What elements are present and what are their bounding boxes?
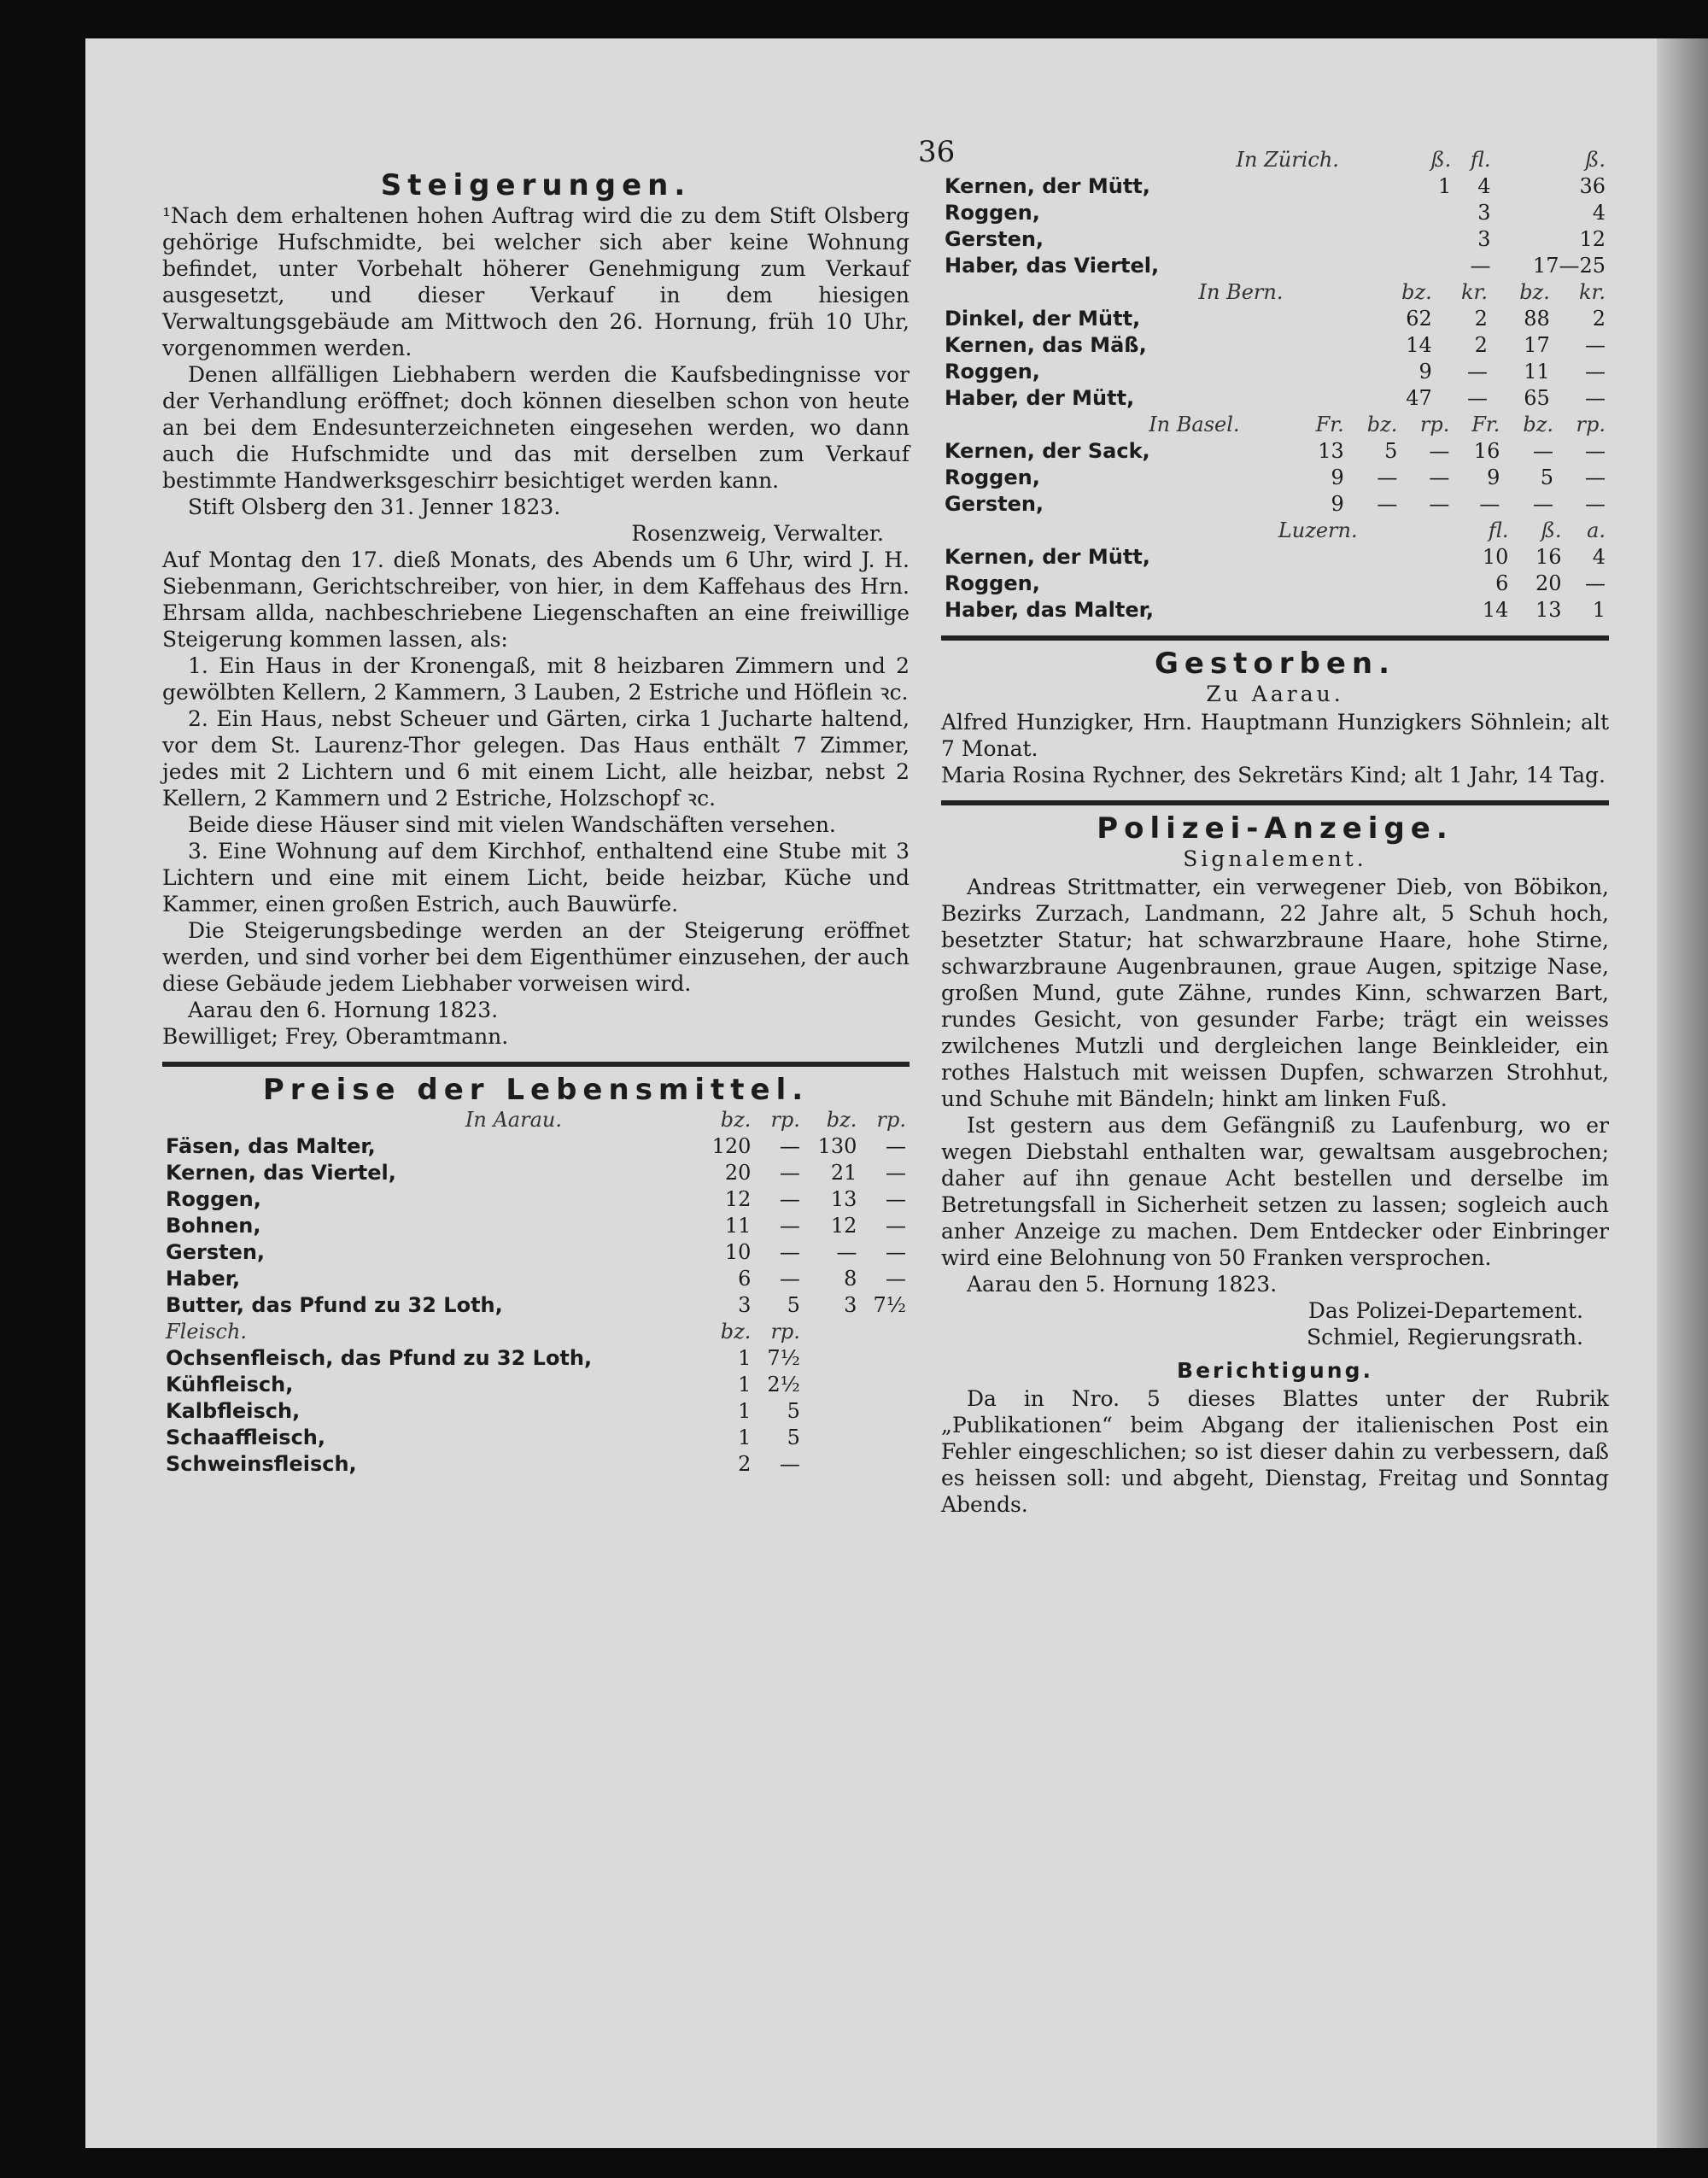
property-item-3: 3. Eine Wohnung auf dem Kirchhof, enthaltend eine Stube mit 3 Lichtern und eine mit einem Licht, beide heizbar, Küche und Kammer, einen großen Estrich, auch Bauwürfe. [162,839,910,916]
cell: — [1585,465,1606,489]
zurich-place-label: In Zürich. [1236,148,1339,172]
cell: — [779,1452,800,1476]
price-row [162,1186,910,1213]
property-item-2: 2. Ein Haus, nebst Scheuer und Gärten, cirka 1 Jucharte haltend, vor dem St. Laurenz-Thor gelegen. Das Haus enthält 7 Zimmer, jedes mit 2 Lichtern und 6 mit einem Licht, alle heizbar, nebst 2 Kellern, 2 Kammern und 2 Estriche, Holzschopf ꝛc. [162,706,910,811]
cell [1415,253,1454,279]
col-head: kr. [1578,280,1606,304]
cell: 2 [1474,333,1488,357]
meat-row [162,1372,910,1398]
row-label: Haber, das Viertel, [945,254,1160,278]
cell: 6 [1495,571,1509,595]
price-row [941,173,1609,200]
price-row [941,465,1609,491]
price-row [941,226,1609,253]
cell: — [886,1267,906,1291]
row-label: Fäsen, das Malter, [166,1134,376,1158]
price-row [941,571,1609,597]
cell: 9 [1418,360,1432,383]
bern-price-table [941,279,1609,412]
cell: 88 [1524,307,1550,331]
cell: 8 [844,1267,857,1291]
death-entry-1: Alfred Hunzigker, Hrn. Hauptmann Hunzigkers Söhnlein; alt 7 Monat. [941,710,1609,761]
cell: — [779,1267,800,1291]
price-row [941,306,1609,332]
col-head: ß. [1541,518,1562,542]
cell: — [779,1134,800,1158]
row-label: Dinkel, der Mütt, [945,307,1141,331]
cell: — [779,1187,800,1211]
cell: 17 [1524,333,1550,357]
col-head: bz. [720,1320,752,1344]
cell: — [1466,386,1488,410]
polizei-signature-name: Schmiel, Regierungsrath. [1307,1325,1583,1350]
price-row [162,1266,910,1292]
col-head: a. [1587,518,1606,542]
cell: 5 [787,1293,800,1317]
cell: 7½ [873,1293,906,1317]
cell: 12 [724,1187,752,1211]
col-head: ß. [1585,148,1606,172]
cell: 2 [738,1452,752,1476]
meat-row [162,1451,910,1478]
cell: 1 [738,1399,752,1423]
cell: 9 [1331,492,1344,516]
price-row [941,597,1609,624]
row-label: Kernen, der Sack, [945,439,1150,463]
escape-notice: Ist gestern aus dem Gefängniß zu Laufenburg, wo er wegen Diebstahl enthalten war, gewaltsam ausgebrochen; daher auf ihn genaue Acht bestellen und derselbe im Betretungsfall in Sicherheit setzen zu lassen; sogleich auch anher Anzeige zu machen. Dem Entdecker oder Einbringer wird eine Belohnung von 50 Franken versprochen. [941,1113,1609,1270]
cell: — [886,1134,906,1158]
gestorben-place: Zu Aarau. [1206,682,1344,706]
cell: 9 [1487,465,1500,489]
polizei-heading: Polizei-Anzeige. [1097,811,1454,846]
cell: 14 [1406,333,1432,357]
cell: 5 [787,1426,800,1449]
gestorben-heading: Gestorben. [1154,647,1396,681]
siebenmann-intro: Auf Montag den 17. dieß Monats, des Abends um 6 Uhr, wird J. H. Siebenmann, Gerichtschreiber, von hier, in dem Kaffehaus des Hrn. Ehrsam allda, nachbeschriebene Liegenschaften an eine freiwillige Steigerung kommen lassen, als: [162,547,910,652]
row-label: Roggen, [945,465,1040,489]
cell: 4 [1477,174,1491,198]
cell: 11 [724,1214,752,1238]
cell: — [1377,492,1398,516]
aarau-price-table [162,1107,910,1478]
cell: 1 [1592,598,1606,622]
cell: — [886,1240,906,1264]
price-row [941,200,1609,226]
cell: — [836,1240,857,1264]
basel-place-label: In Basel. [1149,413,1240,436]
cell: — [1429,492,1450,516]
left-column [162,167,910,1478]
row-label: Kernen, das Viertel, [166,1161,396,1185]
cell: — [1377,465,1398,489]
cell: 1 [1437,174,1452,198]
cell: — [1429,465,1450,489]
row-label: Haber, der Mütt, [945,386,1135,410]
cell: 14 [1482,598,1509,622]
cell: — [1585,492,1606,516]
zurich-price-table [941,147,1609,279]
row-label: Haber, das Malter, [945,598,1155,622]
cell: — [886,1187,906,1211]
row-label: Gersten, [166,1240,266,1264]
cell: 3 [1477,227,1491,251]
price-row [941,438,1609,465]
cell: 13 [830,1187,857,1211]
cell: — [886,1214,906,1238]
olsberg-notice: ¹Nach dem erhaltenen hohen Auftrag wird die zu dem Stift Olsberg gehörige Hufschmidte, bei welcher sich aber keine Wohnung befindet, unter Vorbehalt höherer Genehmigung zum Verkauf ausgesetzt, und dieser Verkauf in dem hiesigen Verwaltungsgebäude am Mittwoch den 26. Hornung, früh 10 Uhr, vorgenommen werden. [162,203,910,360]
cell: 6 [738,1267,752,1291]
page-number: 36 [918,135,956,169]
cell [1415,226,1454,253]
col-head: bz. [1519,280,1550,304]
price-row [941,359,1609,385]
cell: — [1466,360,1488,383]
cell: 5 [787,1399,800,1423]
col-head: fl. [1470,148,1491,172]
row-label: Schweinsfleisch, [166,1452,357,1476]
cell: 17—25 [1532,254,1606,278]
cell: 2 [1474,307,1488,331]
col-head: rp. [876,1108,906,1132]
cell: — [779,1240,800,1264]
cell [1415,200,1454,226]
cell: — [1585,571,1606,595]
row-label: Roggen, [945,360,1040,383]
cell: — [1532,439,1553,463]
meat-row [162,1345,910,1372]
price-row [941,385,1609,412]
col-head: rp. [770,1320,800,1344]
steigerungen-heading: Steigerungen. [380,168,692,202]
cell: — [886,1161,906,1185]
cell: 12 [830,1214,857,1238]
cell: 4 [1592,201,1606,225]
row-label: Haber, [166,1267,241,1291]
cell: — [1479,492,1500,516]
cell: — [1429,439,1450,463]
cell: 120 [711,1134,752,1158]
signalement-subtitle: Signalement. [1183,846,1367,871]
cell: 36 [1579,174,1606,198]
polizei-place-date: Aarau den 5. Hornung 1823. [967,1272,1278,1297]
cell: 13 [1535,598,1562,622]
col-head: ß. [1430,148,1452,172]
col-head: rp. [1576,413,1606,436]
cell: 47 [1406,386,1432,410]
row-label: Kalbfleisch, [166,1399,301,1423]
col-head: bz. [1366,413,1398,436]
cell: 7½ [767,1346,800,1370]
bern-place-label: In Bern. [1198,280,1284,304]
right-column [941,147,1609,1518]
cell: 20 [1535,571,1562,595]
cell: 16 [1535,545,1562,569]
cell: 21 [830,1161,857,1185]
row-label: Roggen, [945,571,1040,595]
col-head: bz. [720,1108,752,1132]
cell: 4 [1592,545,1606,569]
cell: — [1585,439,1606,463]
cell: — [1585,333,1606,357]
aarau-place-date: Aarau den 6. Hornung 1823. [188,998,499,1022]
cell: — [1532,492,1553,516]
col-head: bz. [1401,280,1432,304]
cell: 11 [1524,360,1550,383]
col-head: fl. [1488,518,1509,542]
row-label: Schaaffleisch, [166,1426,325,1449]
col-head: rp. [770,1108,800,1132]
cell: 16 [1473,439,1500,463]
basel-price-table [941,412,1609,518]
cell: 1 [738,1426,752,1449]
row-label: Kernen, das Mäß, [945,333,1147,357]
polizei-signature-dept: Das Polizei-Departement. [1307,1298,1583,1323]
cell: 9 [1331,465,1344,489]
cell: 1 [738,1373,752,1396]
cell: 10 [1482,545,1509,569]
row-label: Kernen, der Mütt, [945,545,1150,569]
price-row [162,1239,910,1266]
cell: 20 [724,1161,752,1185]
luzern-price-table [941,518,1609,624]
cell: — [779,1214,800,1238]
berichtigung-text: Da in Nro. 5 dieses Blattes unter der Rubrik „Publikationen“ beim Abgang der italienischen Post ein Fehler eingeschlichen; so ist dieser dahin zu verbessern, daß es heissen soll: und abgeht, Dienstag, Freitag und Sonntag Abends. [941,1386,1609,1517]
cell: — [1585,360,1606,383]
col-head: rp. [1419,413,1450,436]
cell: — [1470,254,1491,278]
row-label: Kernen, der Mütt, [945,174,1150,198]
row-label: Roggen, [945,201,1040,225]
approval-line: Bewilliget; Frey, Oberamtmann. [162,1024,509,1049]
price-row [941,332,1609,359]
row-label: Kühfleisch, [166,1373,294,1396]
luzern-place-label: Luzern. [1278,518,1358,542]
row-label: Ochsenfleisch, das Pfund zu 32 Loth, [166,1346,593,1370]
row-label: Gersten, [945,492,1044,516]
cell: — [1585,386,1606,410]
cell: 2½ [767,1373,800,1396]
cell: 130 [817,1134,857,1158]
col-head: kr. [1460,280,1488,304]
section-divider [162,1062,910,1067]
berichtigung-heading: Berichtigung. [1177,1358,1373,1383]
price-row [162,1133,910,1160]
row-label: Butter, das Pfund zu 32 Loth, [166,1293,503,1317]
property-item-2-note: Beide diese Häuser sind mit vielen Wandschäften versehen. [188,812,836,837]
section-divider [941,635,1609,641]
price-row [941,544,1609,571]
auction-conditions: Die Steigerungsbedinge werden an der Steigerung eröffnet werden, und sind vorher bei dem Eigenthümer einzusehen, der auch diese Gebäude jedem Liebhaber vorweisen wird. [162,918,910,996]
cell: 13 [1318,439,1344,463]
cell: 12 [1579,227,1606,251]
cell: 2 [1592,307,1606,331]
fleisch-label: Fleisch. [166,1320,248,1344]
next-page-edge [1657,38,1708,2148]
row-label: Roggen, [166,1187,261,1211]
row-label: Gersten, [945,227,1044,251]
price-row [162,1292,910,1319]
meat-row [162,1398,910,1425]
olsberg-place-date: Stift Olsberg den 31. Jenner 1823. [188,495,561,519]
cell: 10 [724,1240,752,1264]
death-entry-2: Maria Rosina Rychner, des Sekretärs Kind; alt 1 Jahr, 14 Tag. [941,763,1606,787]
cell: 3 [844,1293,857,1317]
property-item-1: 1. Ein Haus in der Kronengaß, mit 8 heizbaren Zimmern und 2 gewölbten Kellern, 2 Kammern, 3 Lauben, 2 Estriche und Höflein ꝛc. [162,653,910,705]
cell: 5 [1540,465,1553,489]
cell: 3 [738,1293,752,1317]
price-row [941,491,1609,518]
preise-heading: Preise der Lebensmittel. [262,1073,810,1107]
cell: — [779,1161,800,1185]
col-head: bz. [826,1108,857,1132]
price-row [941,253,1609,279]
cell: 3 [1477,201,1491,225]
olsberg-signature: Rosenzweig, Verwalter. [631,521,884,546]
price-row [162,1213,910,1239]
olsberg-conditions: Denen allfälligen Liebhabern werden die Kaufsbedingnisse vor der Verhandlung eröffnet; doch können dieselben schon von heute an bei dem Endesunterzeichneten eingesehen werden, wo dann auch die Hufschmidte und das mit derselben zum Verkauf bestimmte Handwerksgeschirr besichtiget werden kann. [162,362,910,493]
col-head: bz. [1523,413,1553,436]
cell: 65 [1524,386,1550,410]
price-row [162,1160,910,1186]
row-label: Bohnen, [166,1214,261,1238]
meat-row [162,1425,910,1451]
cell: 5 [1384,439,1398,463]
col-head: Fr. [1471,413,1500,436]
aarau-place-label: In Aarau. [465,1108,562,1132]
cell: 1 [738,1346,752,1370]
cell: 62 [1406,307,1432,331]
section-divider [941,800,1609,805]
suspect-description: Andreas Strittmatter, ein verwegener Dieb, von Böbikon, Bezirks Zurzach, Landmann, 22 Jahre alt, 5 Schuh hoch, besetzter Statur; hat schwarzbraune Haare, hohe Stirne, schwarzbraune Augenbraunen, graue Augen, spitzige Nase, großen Mund, gute Zähne, rundes Kinn, schwarzen Bart, rundes Gesicht, von gesunder Farbe; trägt ein weisses zwilchenes Mutzli und dergleichen lange Beinkleider, ein rothes Halstuch mit weissen Dupfen, schwarzen Strohhut, und Schuhe mit Bändeln; hinkt am linken Fuß. [941,875,1609,1111]
col-head: Fr. [1315,413,1344,436]
